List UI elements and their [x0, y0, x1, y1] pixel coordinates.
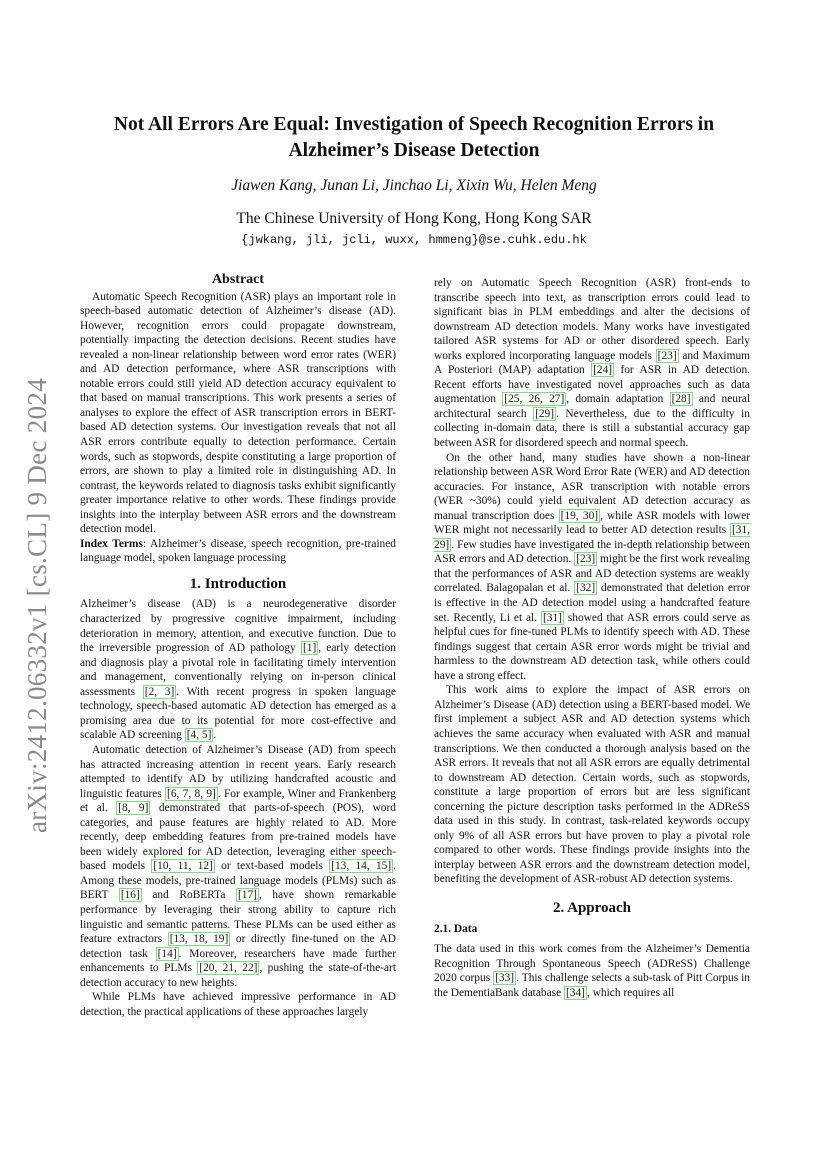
citation-link[interactable]: [31]: [542, 611, 562, 624]
citation-link[interactable]: [34]: [566, 986, 585, 999]
author-list: Jiawen Kang, Junan Li, Jinchao Li, Xixin Wu, Helen Meng: [231, 177, 597, 194]
paragraph-text: or directly fine-tuned on the AD detection task: [80, 933, 397, 960]
citation-link[interactable]: [25, 26, 27]: [504, 393, 565, 406]
citation-link[interactable]: [10, 11, 12]: [153, 860, 213, 873]
citation-link[interactable]: [4, 5]: [186, 729, 212, 742]
paragraph-text: showed that ASR errors could serve as helpful cues for fine-tuned PLMs to identify speech with AD. These findings suggest that certain ASR error words might be trivial and harmless to the downstream AD detection task, while others could have a strong effect.: [434, 611, 750, 682]
approach-paragraph-1: [434, 942, 750, 1000]
citation-link[interactable]: [24]: [593, 364, 613, 377]
citation-link[interactable]: [32]: [576, 582, 596, 595]
paragraph-text: demonstrated that deletion error is effective in the AD detection model using a handcrafted feature set. Recently, Li et al.: [434, 582, 750, 624]
abstract-body: Automatic Speech Recognition (ASR) plays an important role in speech-based automatic detection of Alzheimer’s disease (AD). However, recognition errors could propagate downstream, potentially impacting the detection decisions. Recent studies have revealed a non-linear relationship between word error rates (WER) and AD detection performance, where ASR transcriptions with notable errors could still yield AD detection accuracy equivalent to that based on manual transcriptions. This work presents a series of analyses to explore the effect of ASR transcription errors in BERT-based AD detection systems. Our investigation reveals that not all ASR errors contribute equally to detection performance. Certain words, such as stopwords, despite constituting a large proportion of errors, are shown to play a limited role in distinguishing AD. In contrast, the keywords related to diagnosis tasks exhibit significantly greater importance relative to other words. These findings provide insights into the interplay between ASR errors and the downstream detection model.: [80, 290, 396, 536]
citation-link[interactable]: [23]: [576, 553, 596, 566]
citation-link[interactable]: [17]: [237, 889, 257, 902]
arxiv-sidebar-stamp: [22, 370, 53, 840]
paragraph-text: , which requires all: [586, 986, 675, 999]
paragraph-text: , domain adaptation: [566, 393, 670, 406]
citation-link[interactable]: [16]: [120, 889, 140, 902]
index-terms-label: Index Terms: [80, 537, 143, 550]
arxiv-id-label: arXiv:2412.06332v1 [cs.CL] 9 Dec 2024: [22, 377, 53, 833]
paragraph-text: , have shown remarkable performance by leveraging their strong ability to capture rich linguistic and semantic patterns. These PLMs can be used either as feature extractors: [80, 889, 397, 946]
paragraph-text: and Maximum A Posteriori (MAP) adaptation: [434, 349, 750, 377]
citation-link[interactable]: [1]: [302, 642, 317, 655]
paragraph-text: . With recent progress in spoken language technology, speech-based automatic AD detection has emerged as a promising area due to its potential for more cost-effective and scalable AD screening: [80, 685, 396, 742]
paragraph-text: demonstrated that parts-of-speech (POS), word categories, and pause features are highly related to AD. More recently, deep embedding features from pre-trained models have been widely explored for AD detection, leveraging either speech-based models: [80, 802, 396, 873]
citation-link[interactable]: [19, 30]: [560, 509, 599, 522]
citation-link[interactable]: [31, 29]: [434, 524, 750, 551]
citation-link[interactable]: [14]: [157, 947, 177, 960]
citation-link[interactable]: [6, 7, 8, 9]: [167, 787, 216, 800]
author-emails: {jwkang, jli, jcli, wuxx, hmmeng}@se.cuhk.edu.hk: [241, 233, 587, 247]
abstract-heading: Abstract: [211, 272, 265, 287]
paragraph-text: On the other hand, many studies have shown a non-linear relationship between ASR Word Error Rate (WER) and AD detection accuracies. For instance, ASR transcription with notable errors (WER ~30%) could yield equivalent AD detection accuracy as manual transcription does: [434, 451, 750, 522]
introduction-heading: 1. Introduction: [189, 575, 287, 592]
left-column: [80, 273, 396, 1019]
affiliation: The Chinese University of Hong Kong, Hong Kong SAR: [236, 210, 592, 227]
intro-paragraph-3: While PLMs have achieved impressive performance in AD detection, the practical applications of these approaches largely: [80, 991, 396, 1018]
paragraph-text: , pushing the state-of-the-art detection accuracy to new heights.: [80, 962, 396, 989]
paragraph-text: Alzheimer’s disease (AD) is a neurodegenerative disorder characterized by progressive cognitive impairment, including deterioration in memory, attention, and executive function. Due to the irreversible progression of AD pathology: [80, 598, 396, 655]
paragraph-text: Automatic detection of Alzheimer’s Disease (AD) from speech has attracted increasing attention in recent years. Early research attempted to identify AD by utilizing handcrafted acoustic and linguistic features: [80, 743, 396, 800]
citation-link[interactable]: [29]: [535, 407, 555, 420]
intro-paragraph-4: [434, 451, 750, 684]
paragraph-text: .: [213, 729, 217, 742]
data-subheading: 2.1. Data: [434, 922, 478, 935]
paragraph-text: and RoBERTa: [141, 889, 236, 902]
citation-link[interactable]: [33]: [495, 972, 515, 985]
citation-link[interactable]: [13, 14, 15]: [331, 860, 392, 873]
intro-paragraph-3-continued: [434, 276, 750, 451]
paragraph-text: . Few studies have investigated the in-depth relationship between ASR errors and AD detection.: [434, 538, 750, 566]
paragraph-text: . Moreover, researchers have made further enhancements to PLMs: [80, 947, 396, 975]
paragraph-text: and neural architectural search: [434, 393, 750, 420]
paragraph-text: . This challenge selects a sub-task of Pitt Corpus in the DementiaBank database: [434, 972, 750, 999]
index-terms-text: : Alzheimer’s disease, speech recognition, pre-trained language model, spoken language processing: [80, 537, 396, 565]
paragraph-text: . Nevertheless, due to the difficulty in collecting in-domain data, there is still a substantial accuracy gap between ASR for disordered speech and normal speech.: [434, 407, 750, 450]
paragraph-text: for ASR in AD detection. Recent efforts have investigated novel approaches such as data augmentation: [434, 364, 751, 406]
citation-link[interactable]: [20, 21, 22]: [199, 962, 258, 975]
intro-paragraph-5: This work aims to explore the impact of ASR errors on Alzheimer’s Disease (AD) detection using a BERT-based model. We first implement a subject ASR and AD detection systems which achieves the same accuracy when evaluated with ASR and manual transcriptions. We then conducted a thorough analysis based on the ASR errors. It reveals that not all ASR errors are equally detrimental to downstream AD detection. Certain words, such as stopwords, constitute a large proportion of errors but are less significant concerning the picture description tasks performed in the ADReSS data used in this study. In contrast, task-related keywords occupy only 9% of all ASR errors but have proven to play a pivotal role compared to other words. These findings provide insights into the interplay between ASR errors and the downstream detection model, benefiting the development of ASR-robust AD detection systems.: [434, 684, 750, 886]
intro-paragraph-1: [80, 597, 396, 742]
paragraph-text: might be the first work revealing that the performances of ASR and AD detection systems are weakly correlated. Balagopalan et al.: [434, 553, 750, 595]
index-terms: [80, 537, 396, 566]
citation-link[interactable]: [28]: [671, 393, 691, 406]
paragraph-text: or text-based models: [214, 860, 330, 873]
paragraph-text: rely on Automatic Speech Recognition (ASR) front-ends to transcribe speech into text, as transcription errors could lead to significant bias in PLM embeddings and alter the decisions of downstream AD detection models. Many works have investigated tailored ASR systems for AD or other disordered speech. Early works explored incorporating language models: [434, 277, 750, 362]
citation-link[interactable]: [13, 18, 19]: [169, 933, 229, 946]
citation-link[interactable]: [23]: [657, 349, 677, 362]
paper-title: Not All Errors Are Equal: Investigation of Speech Recognition Errors in Alzheimer’s Disease Detection: [113, 114, 715, 161]
citation-link[interactable]: [2, 3]: [144, 685, 175, 698]
citation-link[interactable]: [8, 9]: [118, 802, 149, 815]
paragraph-text: , while ASR models with lower WER might not necessarily lead to better AD detection results: [434, 509, 750, 537]
paragraph-text: , early detection and diagnosis play a pivotal role in facilitating timely intervention and management, conventionally relying on in-person clinical assessments: [80, 642, 396, 698]
paragraph-text: The data used in this work comes from the Alzheimer’s Dementia Recognition Through Spontaneous Speech (ADReSS) Challenge 2020 corpus: [434, 943, 750, 985]
paragraph-text: . Among these models, pre-trained language models (PLMs) such as BERT: [80, 860, 397, 902]
intro-paragraph-2: [80, 743, 396, 990]
right-column: [434, 276, 750, 1000]
paragraph-text: . For example, Winer and Frankenberg et al.: [80, 787, 396, 815]
approach-heading: 2. Approach: [552, 899, 632, 916]
